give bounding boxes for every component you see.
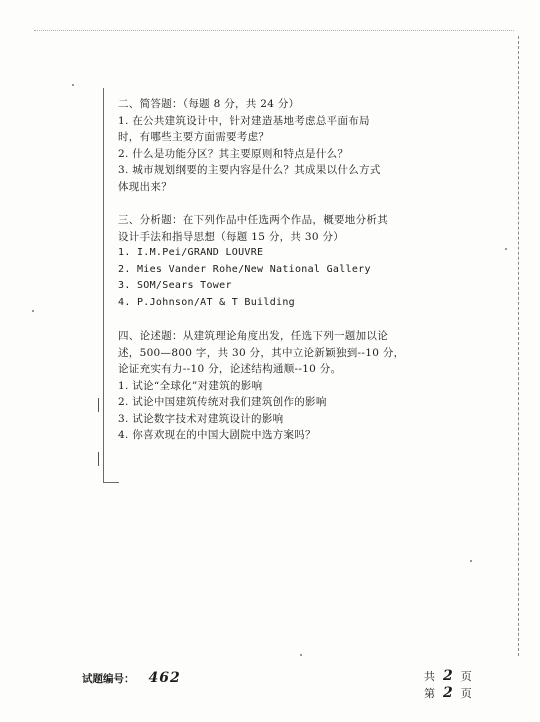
question-line: 2. 试论中国建筑传统对我们建筑创作的影响 [118,396,327,408]
work-item: 4. P.Johnson/AT & T Building [118,296,295,308]
question-line: 4. 你喜欢现在的中国大剧院中选方案吗？ [118,429,316,441]
current-page-value: 2 [443,685,453,701]
question-line: 体现出来？ [118,180,172,193]
scan-speck [300,654,302,656]
question-line: 1. 在公共建筑设计中，针对建造基地考虑总平面布局 [118,114,370,127]
work-item: 1. I.M.Pei/GRAND LOUVRE [118,247,264,258]
question-line: 述，500—800 字，共 30 分，其中立论新颖独到--10 分， [118,346,405,359]
current-page-suffix: 页 [460,687,472,700]
question-line: 时，有哪些主要方面需要考虑？ [118,131,270,143]
question-line: 设计手法和指导思想（每题 15 分，共 30 分） [118,230,345,243]
exam-content [118,96,458,461]
question-line: 1. 试论“全球化”对建筑的影响 [118,379,263,392]
current-page-prefix: 第 [424,687,435,700]
current-page [424,685,472,702]
work-item: 3. SOM/Sears Tower [118,280,232,291]
total-pages-prefix: 共 [424,670,435,683]
section-heading: 二、简答题：（每题 8 分，共 24 分） [118,98,300,110]
question-line: 2. 什么是功能分区？其主要原则和特点是什么？ [118,147,349,160]
question-line: 3. 城市规划纲要的主要内容是什么？其成果以什么方式 [118,164,381,176]
page-top-edge [34,30,514,31]
question-line: 论证充实有力--10 分，论述结构通顺--10 分。 [118,363,342,375]
section-heading: 四、论述题：从建筑理论角度出发，任选下列一题加以论 [118,330,388,342]
binding-margin-line [103,88,104,483]
exam-code [82,670,181,686]
binding-margin-foot [103,482,119,483]
margin-tick [98,452,99,466]
total-pages-suffix: 页 [460,670,472,683]
total-pages-value: 2 [443,668,453,684]
section-analysis [118,212,458,311]
exam-code-value: 462 [148,670,181,686]
question-line: 3. 试论数字技术对建筑设计的影响 [118,412,284,425]
page-right-edge [518,36,519,656]
section-short-answer [118,96,458,195]
total-pages [424,668,472,685]
section-heading: 三、分析题：在下列作品中任选两个作品，概要地分析其 [118,214,388,226]
page-count [424,668,472,702]
section-essay [118,328,458,444]
scan-speck [32,310,34,312]
scan-speck [470,560,472,562]
scan-speck [72,84,74,86]
scan-speck [505,248,507,250]
exam-code-label: 试题编号： [82,673,135,685]
margin-tick [98,398,99,412]
work-item: 2. Mies Vander Rohe/New National Gallery [118,263,371,275]
